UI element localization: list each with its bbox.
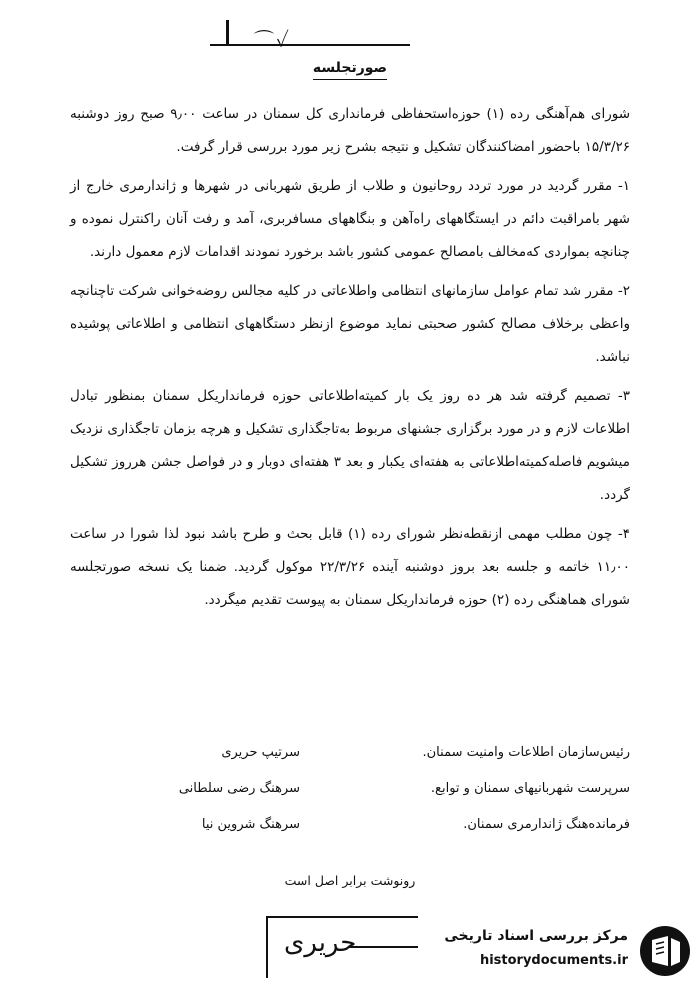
signatory-name: سرهنگ رضی سلطانی bbox=[178, 780, 300, 796]
signatory-title: رئیس‌سازمان اطلاعات وامنیت سمنان. bbox=[422, 744, 630, 760]
intro-paragraph: شورای هم‌آهنگی رده (۱) حوزه‌استحفاظی فرمانداری کل سمنان در ساعت ۹٫۰۰ صبح روز دوشنبه ۱۵/۳/۲۶ باحضور امضاکنندگان تشکیل و نتیجه بشرح زیر مورد بررسی قرار گرفت. bbox=[70, 106, 630, 155]
signature-stamp bbox=[266, 916, 418, 978]
signatories-block bbox=[100, 734, 630, 842]
signatory-row bbox=[100, 806, 630, 842]
resolution-3: ۳- تصمیم گرفته شد هر ده روز یک بار کمیته‌اطلاعاتی حوزه فرمانداریکل سمنان بمنظور تبادل اطلاعات لازم و در مورد برگزاری جشنهای مربوط به‌تاجگذاری تشکیل و هرچه بزمان تاجگذاری نزدیک میشویم فاصله‌کمیته‌اطلاعاتی به هفته‌ای یکبار و بعد ۳ هفته‌ای دوبار و در فواصل جشن هرروز تشکیل گردد. bbox=[70, 388, 630, 503]
signature-name: حریری bbox=[284, 928, 357, 958]
resolution-1: ۱- مقرر گردید در مورد تردد روحانیون و طلاب از طریق شهربانی در شهرها و ژاندارمری خارج از شهر بامراقبت دائم در ایستگاههای راه‌آهن و بنگاههای مسافربری، آمد و رفت آنان راکنترل نموده و چنانچه بمواردی که‌مخالف بامصالح عمومی کشور باشد برخورد نمودند اقدامات لازم معمول دارند. bbox=[70, 178, 630, 260]
resolution-2: ۲- مقرر شد تمام عوامل سازمانهای انتظامی واطلاعاتی در کلیه مجالس روضه‌خوانی شرکت تاچنانچه واعظی برخلاف مصالح کشور صحبتی نماید موضوع ازنظر دستگاههای انتظامی و اطلاعاتی پوشیده نباشد. bbox=[70, 283, 630, 365]
resolution-4: ۴- چون مطلب مهمی ازنقطه‌نظر شورای رده (۱) قابل بحث و طرح باشد نبود لذا شورا در ساعت ۱۱٫۰۰ خاتمه و جلسه بعد بروز دوشنبه آینده ۲۲/۳/۲۶ موکول گردید. ضمنا یک نسخه صورتجلسه شورای هماهنگی رده (۲) حوزه فرمانداریکل سمنان به پیوست تقدیم میگردد. bbox=[70, 526, 630, 608]
minutes-body bbox=[70, 98, 630, 623]
stamp-scrawl: ⌒✓ bbox=[254, 28, 291, 52]
document-title bbox=[0, 60, 700, 76]
signatory-title: فرمانده‌هنگ ژاندارمری سمنان. bbox=[463, 816, 630, 832]
signatory-row bbox=[100, 770, 630, 806]
signatory-name: سرهنگ شروین نیا bbox=[201, 816, 300, 832]
true-copy-note: رونوشت برابر اصل است bbox=[284, 873, 416, 888]
signature-line bbox=[348, 946, 418, 948]
watermark-org-name: مرکز بررسی اسناد تاریخی bbox=[444, 928, 628, 944]
top-stamp-mark bbox=[210, 14, 410, 52]
signatory-title: سرپرست شهربانیهای سمنان و توابع. bbox=[430, 780, 630, 796]
watermark-url: historydocuments.ir bbox=[479, 953, 628, 968]
archive-watermark bbox=[426, 918, 696, 980]
signatory-name: سرتیپ حریری bbox=[221, 744, 300, 760]
stamp-stub bbox=[226, 20, 235, 44]
document-title-text: صورتجلسه bbox=[313, 60, 387, 80]
archive-logo-icon bbox=[638, 924, 692, 978]
signatory-row bbox=[100, 734, 630, 770]
